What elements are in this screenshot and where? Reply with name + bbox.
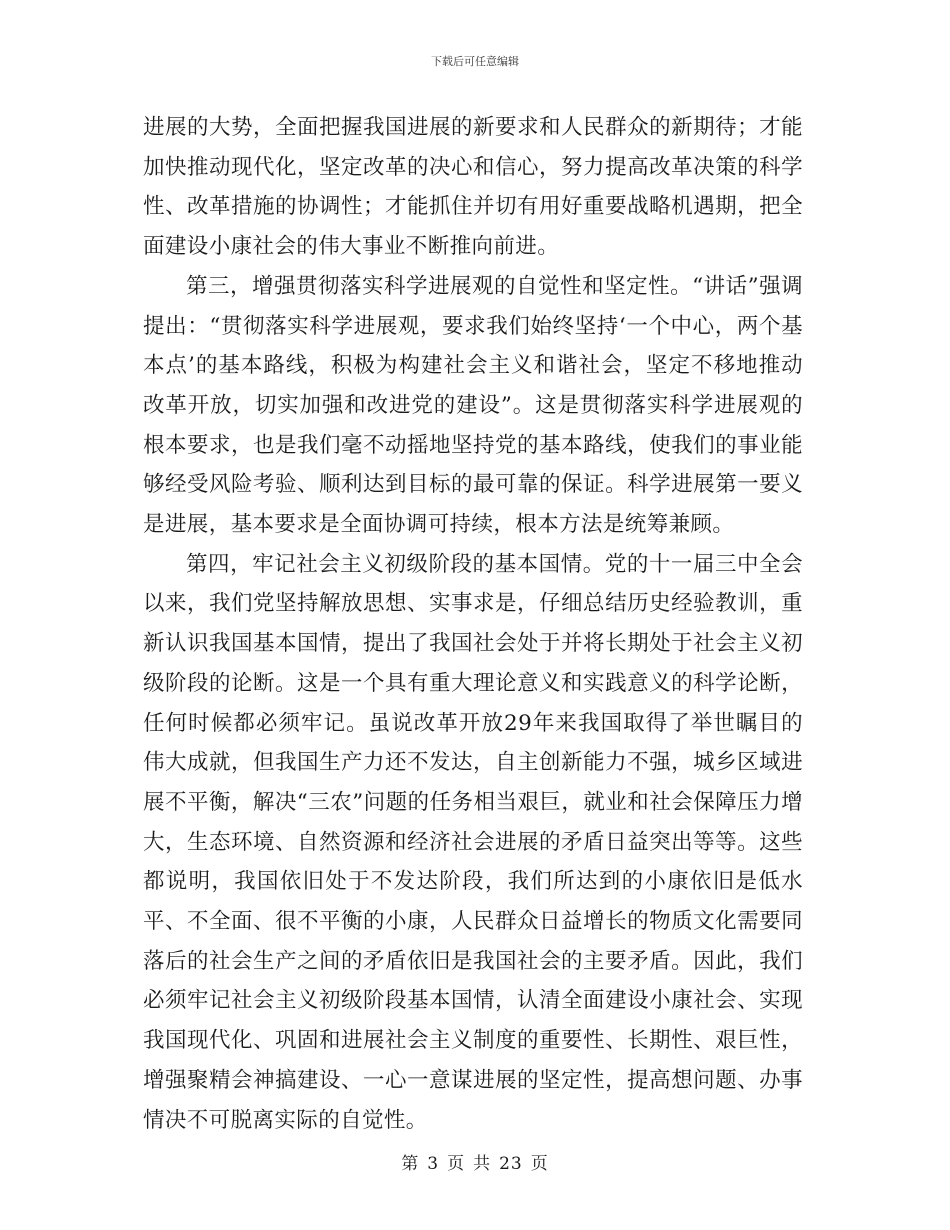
footer-di: 第 <box>401 1154 420 1174</box>
footer-ye2: 页 <box>530 1154 549 1174</box>
paragraph-continuation: 进展的大势，全面把握我国进展的新要求和人民群众的新期待；才能加快推动现代化，坚定改革的决心和信心，努力提高改革决策的科学性、改革措施的协调性；才能抓住并切有用好重要战略机遇期，把全面建设小康社会的伟大事业不断推向前进。 <box>143 115 803 260</box>
footer-gong: 共 <box>473 1154 492 1174</box>
page-footer <box>0 1152 950 1176</box>
footer-page-number: 3 <box>427 1154 440 1174</box>
page-header-note: 下载后可任意编辑 <box>431 55 519 68</box>
footer-total-pages: 23 <box>499 1154 523 1174</box>
paragraph-third-point: 第三，增强贯彻落实科学进展观的自觉性和坚定性。“讲话”强调提出：“贯彻落实科学进展观，要求我们始终坚持‘一个中心，两个基本点’的基本路线，积极为构建社会主义和谐社会，坚定不移地推动改革开放，切实加强和改进党的建设”。这是贯彻落实科学进展观的根本要求，也是我们毫不动摇地坚持党的基本路线，使我们的事业能够经受风险考验、顺利达到目标的最可靠的保证。科学进展第一要义是进展，基本要求是全面协调可持续，根本方法是统筹兼顾。 <box>143 273 803 538</box>
footer-ye: 页 <box>447 1154 466 1174</box>
document-body <box>143 108 803 1140</box>
paragraph-fourth-point: 第四，牢记社会主义初级阶段的基本国情。党的十一届三中全会以来，我们党坚持解放思想、实事求是，仔细总结历史经验教训，重新认识我国基本国情，提出了我国社会处于并将长期处于社会主义初级阶段的论断。这是一个具有重大理论意义和实践意义的科学论断，任何时候都必须牢记。虽说改革开放29年来我国取得了举世瞩目的伟大成就，但我国生产力还不发达，自主创新能力不强，城乡区域进展不平衡，解决“三农”问题的任务相当艰巨，就业和社会保障压力增大，生态环境、自然资源和经济社会进展的矛盾日益突出等等。这些都说明，我国依旧处于不发达阶段，我们所达到的小康依旧是低水平、不全面、很不平衡的小康，人民群众日益增长的物质文化需要同落后的社会生产之间的矛盾依旧是我国社会的主要矛盾。因此，我们必须牢记社会主义初级阶段基本国情，认清全面建设小康社会、实现我国现代化、巩固和进展社会主义制度的重要性、长期性、艰巨性，增强聚精会神搞建设、一心一意谋进展的坚定性，提高想问题、办事情决不可脱离实际的自觉性。 <box>143 551 803 1133</box>
